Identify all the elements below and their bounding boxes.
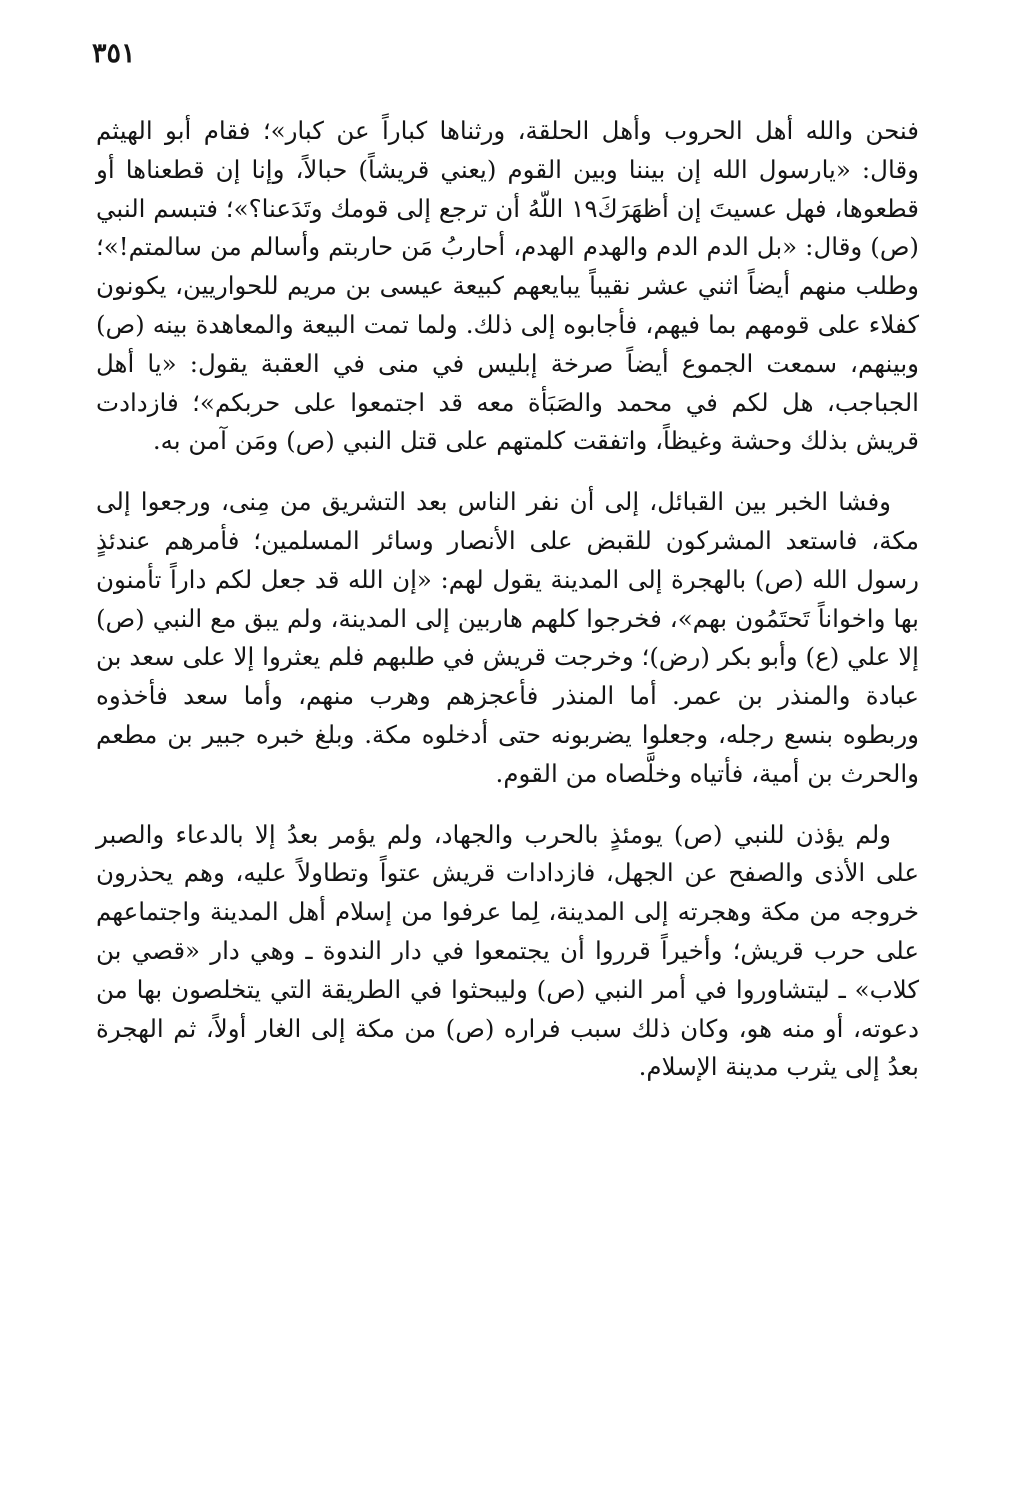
- paragraph-1: فنحن والله أهل الحروب وأهل الحلقة، ورثناها كباراً عن كبار»؛ فقام أبو الهيثم وقال: «يارسول الله إن بيننا وبين القوم (يعني قريشاً) حبالاً، وإنا إن قطعناها أو قطعوها، فهل عسيتَ إن أظهَرَكَ١٩ اللّهُ أن ترجع إلى قومك وتَدَعنا؟»؛ فتبسم النبي (ص) وقال: «بل الدم الدم والهدم الهدم، أحاربُ مَن حاربتم وأسالم من سالمتم!»؛ وطلب منهم أيضاً اثني عشر نقيباً يبايعهم كبيعة عيسى بن مريم للحواريين، يكونون كفلاء على قومهم بما فيهم، فأجابوه إلى ذلك. ولما تمت البيعة والمعاهدة بينه (ص) وبينهم، سمعت الجموع أيضاً صرخة إبليس في منى في العقبة يقول: «يا أهل الجباجب، هل لكم في محمد والصَبَأة معه قد اجتمعوا على حربكم»؛ فازدادت قريش بذلك وحشة وغيظاً، واتفقت كلمتهم على قتل النبي (ص) ومَن آمن به.: [96, 116, 919, 456]
- page-number: ٣٥١: [92, 38, 136, 69]
- paragraph-2: وفشا الخبر بين القبائل، إلى أن نفر الناس بعد التشريق من مِنى، ورجعوا إلى مكة، فاستعد المشركون للقبض على الأنصار وسائر المسلمين؛ فأمرهم عندئذٍ رسول الله (ص) بالهجرة إلى المدينة يقول لهم: «إن الله قد جعل لكم داراً تأمنون بها واخواناً تَحتَمُون بهم»، فخرجوا كلهم هاربين إلى المدينة، ولم يبق مع النبي (ص) إلا علي (ع) وأبو بكر (رض)؛ وخرجت قريش في طلبهم فلم يعثروا إلا على سعد بن عبادة والمنذر بن عمر. أما المنذر فأعجزهم وهرب منهم، وأما سعد فأخذوه وربطوه بنسع رجله، وجعلوا يضربونه حتى أدخلوه مكة. وبلغ خبره جبير بن مطعم والحرث بن أمية، فأتياه وخلَّصاه من القوم.: [96, 487, 919, 788]
- body-text: [96, 112, 919, 1087]
- paragraph-3: ولم يؤذن للنبي (ص) يومئذٍ بالحرب والجهاد، ولم يؤمر بعدُ إلا بالدعاء والصبر على الأذى والصفح عن الجهل، فازدادات قريش عتواً وتطاولاً عليه، وهم يحذرون خروجه من مكة وهجرته إلى المدينة، لِما عرفوا من إسلام أهل المدينة واجتماعهم على حرب قريش؛ وأخيراً قرروا أن يجتمعوا في دار الندوة ـ وهي دار «قصي بن كلاب» ـ ليتشاوروا في أمر النبي (ص) وليبحثوا في الطريقة التي يتخلصون بها من دعوته، أو منه هو، وكان ذلك سبب فراره (ص) من مكة إلى الغار أولاً، ثم الهجرة بعدُ إلى يثرب مدينة الإسلام.: [96, 819, 919, 1082]
